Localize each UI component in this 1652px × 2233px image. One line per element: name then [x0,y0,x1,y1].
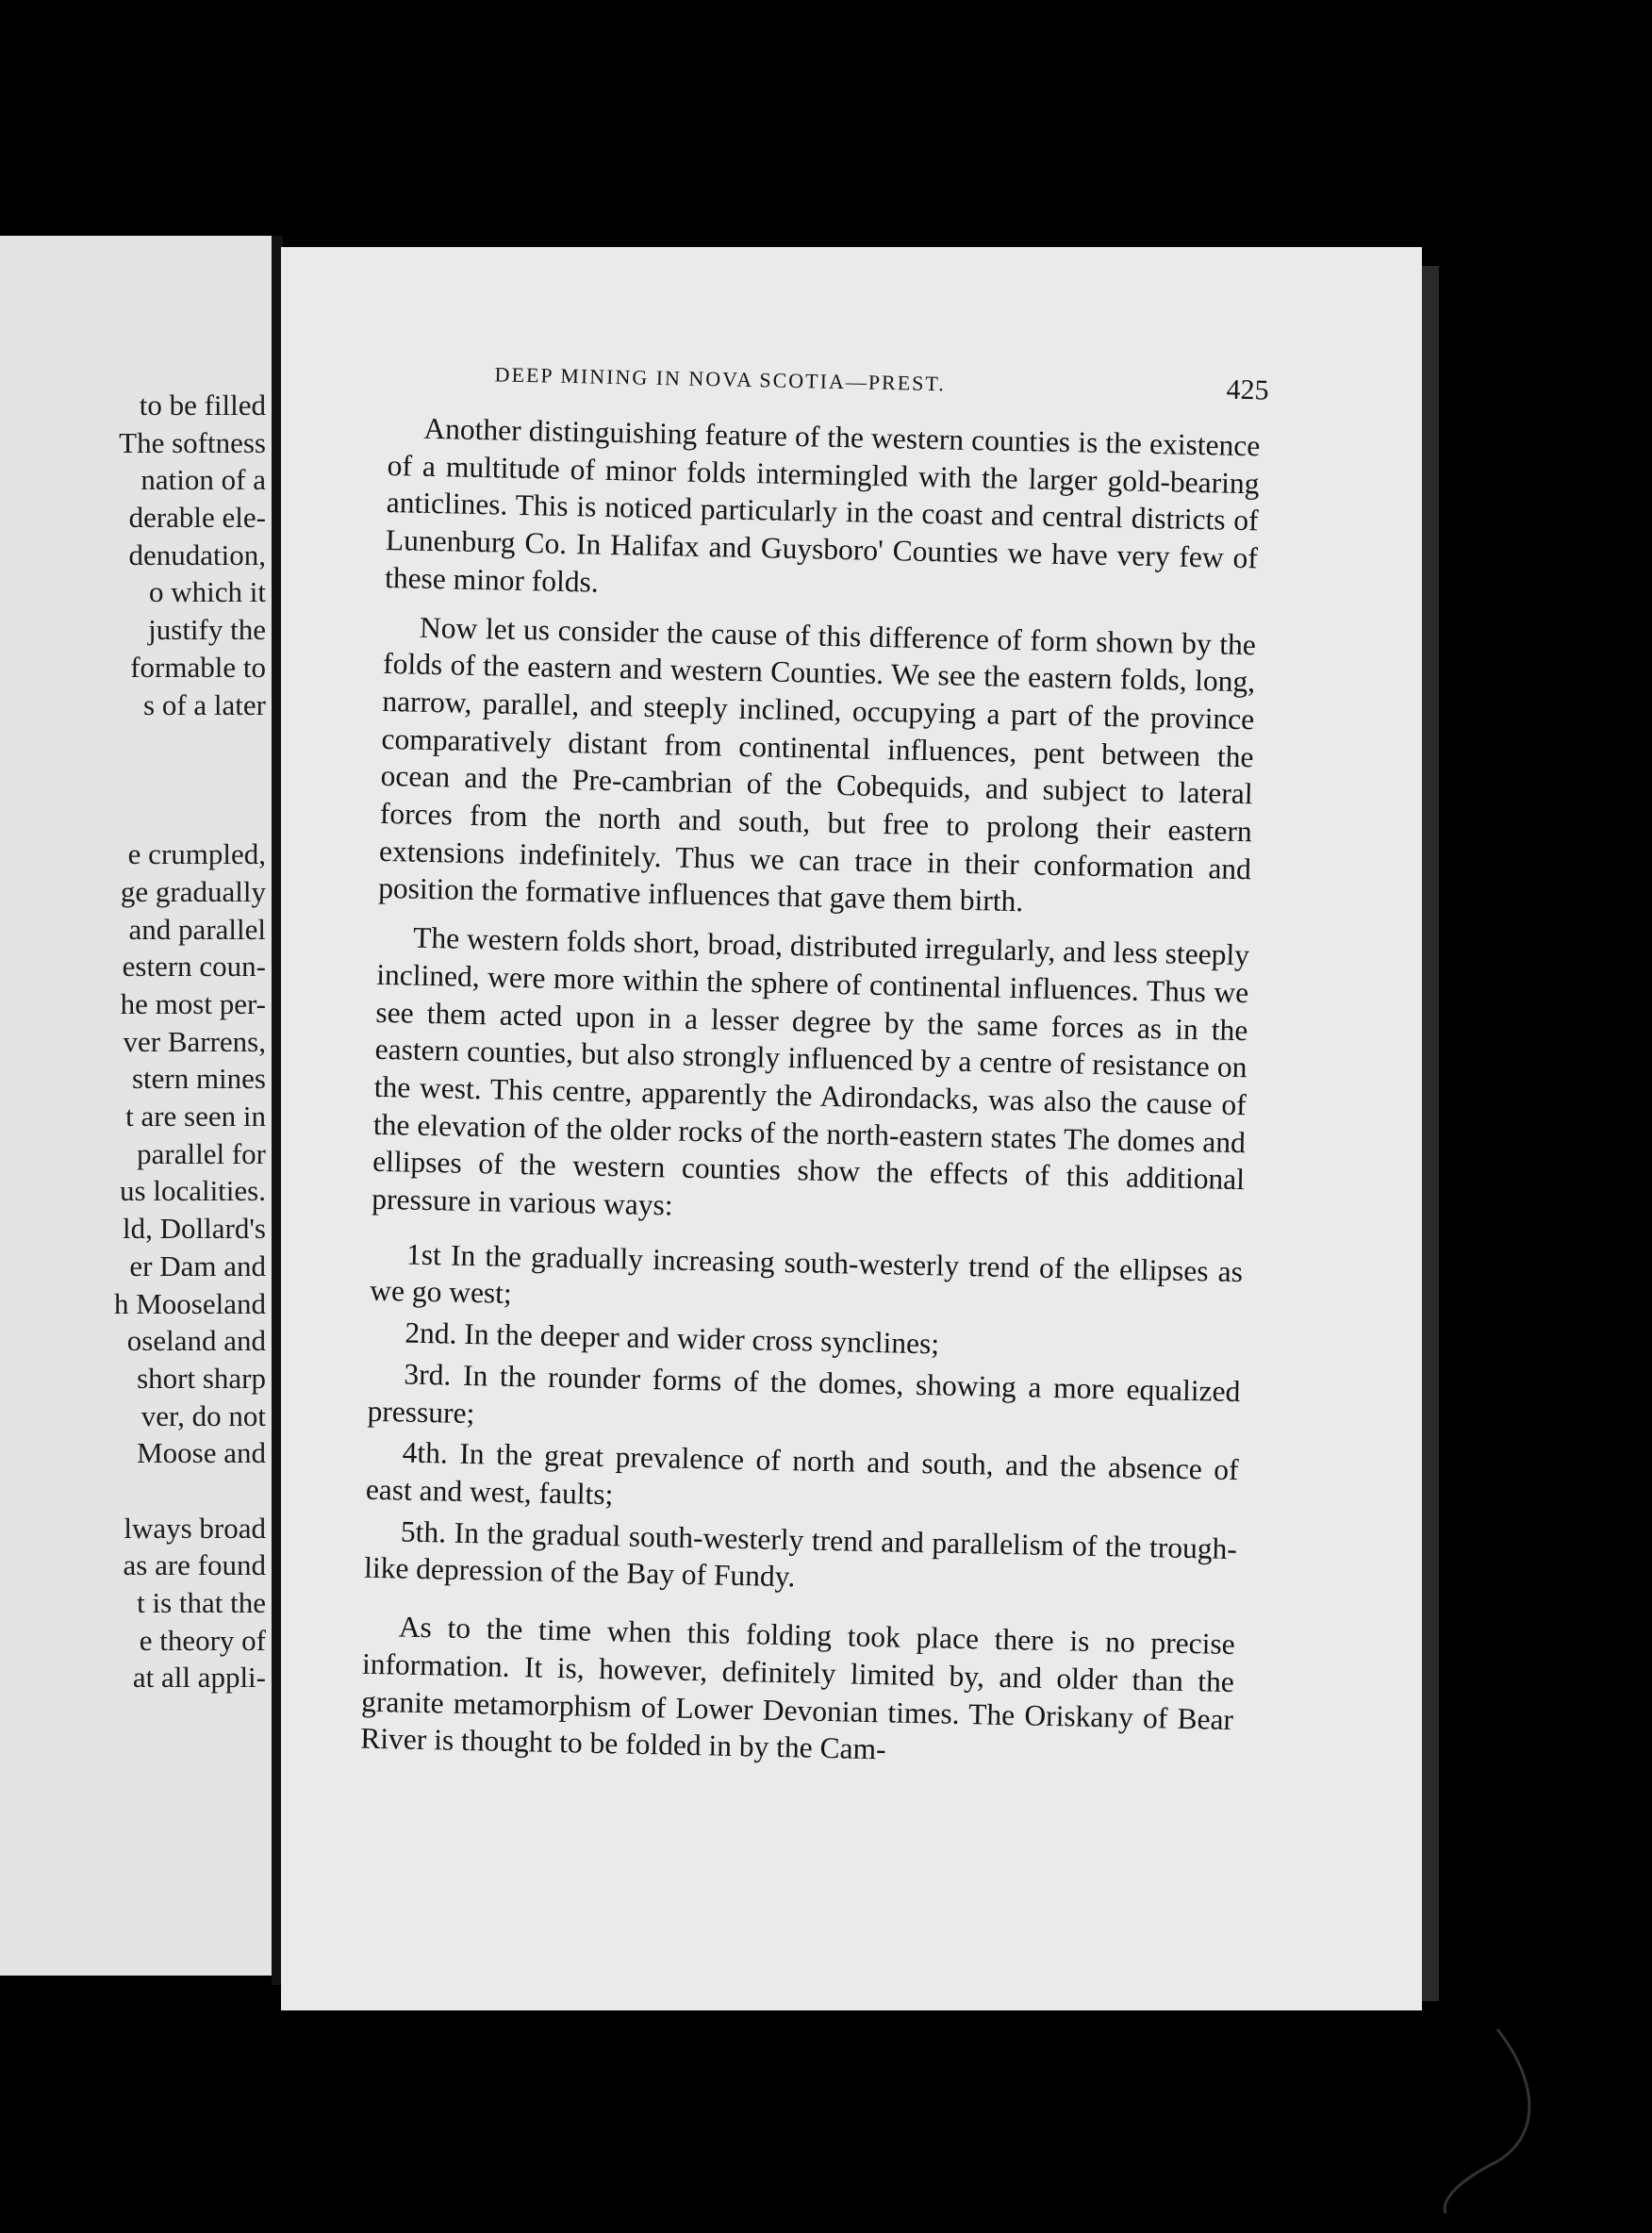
previous-page-line: er Dam and [129,1249,266,1282]
previous-page-line: e theory of [139,1623,266,1657]
previous-page-line: stern mines [131,1062,266,1096]
numbered-list [364,1235,1244,1606]
previous-page-line: h Mooseland [113,1286,266,1320]
previous-page-line: and parallel [128,912,266,946]
previous-page-line [114,761,266,799]
previous-page-line: parallel for [137,1136,266,1170]
closing-paragraph: As to the time when this folding took place there is no precise information. It is, however, definitely limited by, and older than the granite metamorphism of Lower Devonian times. The Oriskany of Bear River is thought to be folded in by the Cam- [360,1610,1236,1766]
paragraph: Another distinguishing feature of the western counties is the existence of a multitude of minor folds intermingled with the larger gold-bearing anticlines. This is noticed particularly in the coast and central districts of Lunenburg Co. In Halifax and Guysboro' Counties we have very few of these minor folds. [384,411,1261,599]
running-head [388,360,1269,416]
paragraph: The western folds short, broad, distributed irregularly, and less steeply inclined, were more within the sphere of continental influences. Thus we see them acted upon in a lesser degree by the same forces as in the eastern counties, but also strongly influenced by a centre of resistance on the west. This centre, apparently the Adirondacks, was also the cause of the elevation of the older rocks of the north-eastern states The domes and ellipses of the western counties show the effects of this additional pressure in various ways: [372,920,1250,1222]
previous-page-line: denudation, [128,538,266,571]
list-item: 1st In the gradually increasing south-westerly trend of the ellipses as we go west; [369,1237,1244,1311]
previous-page [0,236,275,1976]
previous-page-line: ld, Dollard's [123,1212,266,1246]
pencil-mark-icon [1441,2020,1554,2218]
page-content [360,360,1269,1787]
paragraph: Now let us consider the cause of this difference of form shown by the folds of the eastern and western Counties. We see the eastern folds, long, narrow, parallel, and steeply inclined, occupying a part of the province comparatively distant from continental influences, pent between the ocean and the Pre-cambrian of the Cobequids, and subject to lateral forces from the north and south, but free to prolong their eastern extensions indefinitely. Thus we can trace in their conformation and position the formative influences that gave them birth. [377,610,1257,918]
previous-page-line: ver, do not [140,1398,266,1432]
previous-page-text [114,387,266,1696]
list-item: 2nd. In the deeper and wider cross synclines; [405,1315,940,1361]
previous-page-line: derable ele- [128,501,266,535]
previous-page-line: e crumpled, [127,837,266,871]
previous-page-line: Moose and [137,1436,266,1470]
previous-page-line: short sharp [137,1361,266,1395]
page [281,247,1422,2063]
previous-page-line: us localities. [120,1174,266,1208]
previous-page-line: ge gradually [120,874,266,908]
previous-page-line: The softness [119,425,266,459]
previous-page-line [114,723,266,761]
page-edge [1422,266,1439,2001]
page-number: 425 [1226,373,1269,406]
previous-page-line [114,799,266,836]
signature-mark: 5 [564,2034,577,2063]
previous-page-line: ver Barrens, [123,1024,266,1058]
list-item: 4th. In the great prevalence of north and south, and the absence of east and west, faults; [365,1435,1239,1512]
list-item: 5th. In the gradual south-westerly trend and parallelism of the trough-like depression of the Bay of Fundy. [363,1514,1238,1594]
previous-page-line: oseland and [126,1324,266,1358]
previous-page-line: as are found [123,1548,266,1582]
previous-page-line: nation of a [140,463,266,497]
previous-page-line: at all appli- [132,1661,266,1695]
previous-page-line: t are seen in [125,1100,266,1133]
running-head-title: DEEP MINING IN NOVA SCOTIA—PREST. [494,362,946,396]
previous-page-line: to be filled [139,389,266,422]
previous-page-line: estern coun- [122,950,266,984]
previous-page-line: lways broad [124,1511,266,1545]
previous-page-line: t is that the [137,1586,266,1619]
list-item: 3rd. In the rounder forms of the domes, showing a more equalized pressure; [367,1357,1241,1430]
previous-page-line: he most per- [120,987,266,1020]
previous-page-line: o which it [149,575,266,609]
previous-page-line: justify the [148,613,266,647]
previous-page-line [114,1472,266,1510]
previous-page-line: s of a later [143,687,266,721]
previous-page-line: formable to [130,650,266,684]
